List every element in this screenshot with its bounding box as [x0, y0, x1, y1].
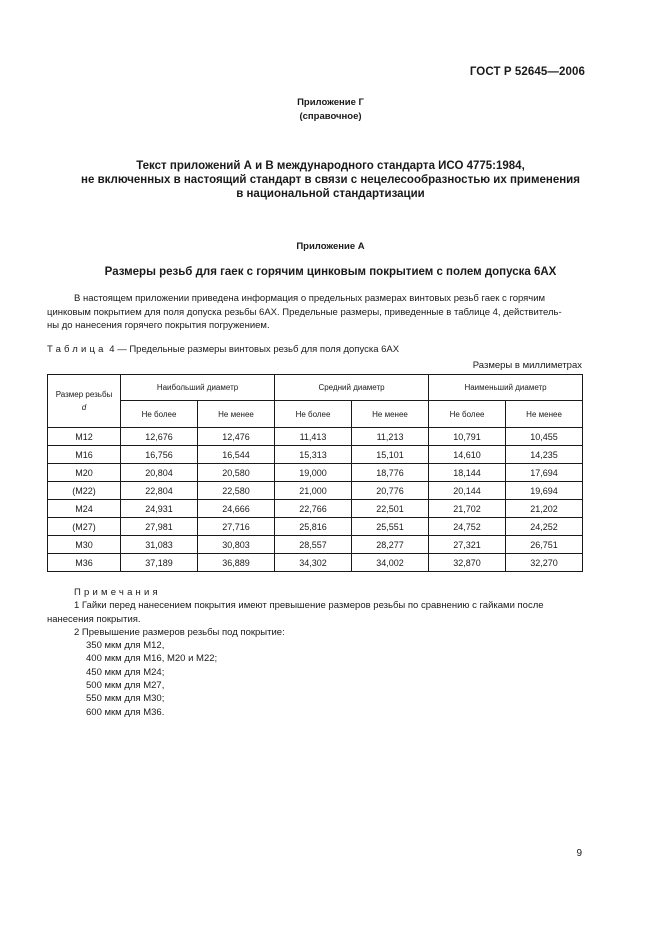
value-cell: 27,321: [429, 536, 506, 554]
notes-header: Примечания: [74, 587, 161, 598]
table-row: [48, 554, 583, 572]
subheader-cell: Не менее: [198, 401, 275, 428]
note-list-item: 450 мкм для М24;: [86, 666, 165, 678]
value-cell: 24,931: [121, 500, 198, 518]
value-cell: 14,235: [506, 446, 583, 464]
value-cell: 15,101: [352, 446, 429, 464]
value-cell: 16,756: [121, 446, 198, 464]
value-cell: 18,144: [429, 464, 506, 482]
value-cell: 10,455: [506, 428, 583, 446]
note-1-line: 1 Гайки перед нанесением покрытия имеют превышение размеров резьбы по сравнению с гайками после: [74, 600, 544, 612]
subheader-cell: Не менее: [506, 401, 583, 428]
thread-size-cell: М16: [48, 446, 121, 464]
value-cell: 22,804: [121, 482, 198, 500]
row-header-cell: [48, 375, 121, 428]
value-cell: 22,580: [198, 482, 275, 500]
value-cell: 20,144: [429, 482, 506, 500]
value-cell: 11,213: [352, 428, 429, 446]
notes-block: [47, 586, 587, 719]
value-cell: 11,413: [275, 428, 352, 446]
value-cell: 19,000: [275, 464, 352, 482]
intro-line: цинковым покрытием для поля допуска резьбы 6АХ. Предельные размеры, приведенные в таблице 4, действитель-: [47, 306, 562, 318]
value-cell: 24,752: [429, 518, 506, 536]
annex-heading: [0, 96, 661, 124]
standard-id: ГОСТ Р 52645—2006: [469, 66, 585, 78]
value-cell: 18,776: [352, 464, 429, 482]
value-cell: 20,804: [121, 464, 198, 482]
note-1-line: нанесения покрытия.: [47, 613, 141, 625]
value-cell: 22,501: [352, 500, 429, 518]
table-row: [48, 518, 583, 536]
value-cell: 20,580: [198, 464, 275, 482]
value-cell: 26,751: [506, 536, 583, 554]
group-header-minor: Наименьший диаметр: [429, 375, 583, 401]
intro-paragraph: [47, 292, 582, 333]
group-header-major: Наибольший диаметр: [121, 375, 275, 401]
row-header-label: Размер резьбы: [55, 390, 113, 399]
value-cell: 12,676: [121, 428, 198, 446]
value-cell: 17,694: [506, 464, 583, 482]
note-list-item: 500 мкм для М27,: [86, 680, 165, 692]
value-cell: 12,476: [198, 428, 275, 446]
value-cell: 25,816: [275, 518, 352, 536]
table-row: [48, 464, 583, 482]
value-cell: 34,002: [352, 554, 429, 572]
value-cell: 21,702: [429, 500, 506, 518]
subheader-cell: Не менее: [352, 401, 429, 428]
value-cell: 31,083: [121, 536, 198, 554]
sub-annex-heading: Размеры резьб для гаек с горячим цинковым покрытием с полем допуска 6АХ: [104, 266, 557, 278]
value-cell: 32,270: [506, 554, 583, 572]
thread-size-cell: (М27): [48, 518, 121, 536]
value-cell: 19,694: [506, 482, 583, 500]
value-cell: 28,277: [352, 536, 429, 554]
main-title: [0, 159, 661, 201]
table-row: [48, 536, 583, 554]
value-cell: 37,189: [121, 554, 198, 572]
subheader-cell: Не более: [121, 401, 198, 428]
intro-line: В настоящем приложении приведена информация о предельных размерах винтовых резьб гаек с горячим: [74, 293, 546, 304]
main-title-line: не включенных в настоящий стандарт в связи с нецелесообразностью их применения: [81, 174, 580, 186]
value-cell: 21,000: [275, 482, 352, 500]
value-cell: 14,610: [429, 446, 506, 464]
thread-size-cell: М30: [48, 536, 121, 554]
note-list-item: 350 мкм для М12,: [86, 640, 165, 652]
value-cell: 27,981: [121, 518, 198, 536]
value-cell: 30,803: [198, 536, 275, 554]
note-list-item: 600 мкм для М36.: [86, 706, 165, 718]
sub-annex-title: Приложение А: [296, 241, 365, 252]
thread-size-cell: М36: [48, 554, 121, 572]
annex-title: Приложение Г: [297, 97, 364, 108]
value-cell: 24,252: [506, 518, 583, 536]
value-cell: 21,202: [506, 500, 583, 518]
table-caption-text: 4 — Предельные размеры винтовых резьб для поля допуска 6АХ: [109, 344, 400, 355]
thread-size-cell: М24: [48, 500, 121, 518]
main-title-line: в национальной стандартизации: [236, 188, 425, 200]
value-cell: 32,870: [429, 554, 506, 572]
page-number: 9: [576, 848, 582, 859]
main-title-line: Текст приложений А и В международного стандарта ИСО 4775:1984,: [136, 160, 525, 172]
table-row: [48, 428, 583, 446]
group-header-pitch: Средний диаметр: [275, 375, 429, 401]
dimensions-table: [47, 374, 583, 572]
note-2: 2 Превышение размеров резьбы под покрытие:: [74, 626, 285, 638]
value-cell: 28,557: [275, 536, 352, 554]
thread-size-cell: М12: [48, 428, 121, 446]
subheader-cell: Не более: [275, 401, 352, 428]
subheader-cell: Не более: [429, 401, 506, 428]
intro-line: ны до нанесения горячего покрытия погружением.: [47, 320, 270, 331]
table-row: [48, 446, 583, 464]
value-cell: 27,716: [198, 518, 275, 536]
table-row: [48, 500, 583, 518]
table-caption-label: Таблица: [47, 344, 107, 355]
table-caption: [47, 344, 399, 355]
note-list-item: 400 мкм для М16, М20 и М22;: [86, 653, 218, 665]
value-cell: 15,313: [275, 446, 352, 464]
value-cell: 24,666: [198, 500, 275, 518]
thread-size-cell: (М22): [48, 482, 121, 500]
value-cell: 34,302: [275, 554, 352, 572]
annex-type: (справочное): [299, 111, 362, 122]
value-cell: 36,889: [198, 554, 275, 572]
table-units: Размеры в миллиметрах: [472, 360, 582, 371]
note-list-item: 550 мкм для М30;: [86, 693, 165, 705]
thread-size-cell: М20: [48, 464, 121, 482]
row-header-symbol: d: [81, 403, 87, 412]
value-cell: 10,791: [429, 428, 506, 446]
table-row: [48, 482, 583, 500]
value-cell: 22,766: [275, 500, 352, 518]
value-cell: 25,551: [352, 518, 429, 536]
value-cell: 20,776: [352, 482, 429, 500]
value-cell: 16,544: [198, 446, 275, 464]
